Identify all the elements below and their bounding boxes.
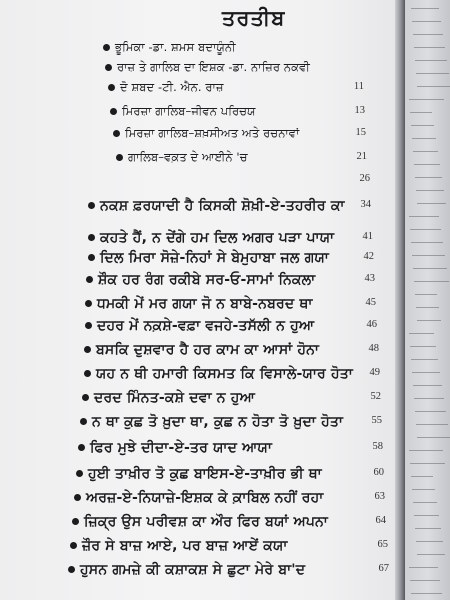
text-bleed-line xyxy=(416,73,449,74)
text-bleed-line xyxy=(417,554,445,555)
toc-entry xyxy=(0,230,373,252)
bullet-icon xyxy=(110,108,117,115)
toc-entry xyxy=(0,390,381,412)
adjacent-page xyxy=(405,0,450,600)
toc-page-number: 58 xyxy=(372,441,383,452)
toc-entry xyxy=(0,150,370,172)
text-bleed-line xyxy=(412,372,440,373)
toc-entry xyxy=(0,318,377,340)
toc-page-number: 52 xyxy=(370,391,381,402)
bullet-icon xyxy=(70,542,77,549)
bullet-icon xyxy=(80,418,87,425)
toc-page-number: 42 xyxy=(363,251,374,262)
toc-entry-title: ਦਿਲ ਮਿਰਾ ਸੋਜ਼ੇ-ਨਿਹਾਂ ਸੇ ਬੇਮੁਹਾਬਾ ਜਲ ਗਯਾ xyxy=(100,250,330,266)
text-bleed-line xyxy=(416,424,448,425)
toc-entry-title: ਜ਼ੌਰ ਸੇ ਬਾਜ਼ ਆਏ, ਪਰ ਬਾਜ਼ ਆਏਂ ਕਯਾ xyxy=(82,538,288,554)
text-bleed-line xyxy=(411,476,433,477)
toc-page-number: 34 xyxy=(360,199,371,210)
text-bleed-line xyxy=(411,242,443,243)
text-bleed-line xyxy=(409,567,438,568)
toc-page-number: 67 xyxy=(378,563,389,574)
toc-entry xyxy=(0,538,388,560)
toc-entry xyxy=(0,296,376,318)
text-bleed-line xyxy=(417,86,450,87)
text-bleed-line xyxy=(414,281,449,282)
text-bleed-line xyxy=(413,34,443,35)
bullet-icon xyxy=(105,64,112,71)
toc-entry xyxy=(0,40,370,62)
text-bleed-line xyxy=(414,515,439,516)
toc-entry-title: ਨ ਥਾ ਕੁਛ ਤੋ ਖ਼ੁਦਾ ਥਾ, ਕੁਛ ਨ ਹੋਤਾ ਤੋ ਖ਼ੁਦਾ ਹੋਤਾ xyxy=(92,414,344,430)
toc-entry xyxy=(0,342,379,364)
toc-entry xyxy=(0,490,385,512)
toc-entry-title: ਹੁਸਨ ਗਮਜ਼ੇ ਕੀ ਕਸ਼ਾਕਸ਼ ਸੇ ਛੁਟਾ ਮੇਰੇ ਬਾ'ਦ xyxy=(80,562,306,578)
toc-entry xyxy=(0,60,370,82)
toc-page-number: 41 xyxy=(362,231,373,242)
toc-page-number: 48 xyxy=(368,343,379,354)
book-binding xyxy=(395,0,405,600)
bullet-icon xyxy=(103,44,110,51)
text-bleed-line xyxy=(410,463,445,464)
toc-entry-title: ਭੂਮਿਕਾ -ਡਾ. ਸ਼ਮਸ ਬਦਾਯੂੰਨੀ xyxy=(115,40,236,54)
text-bleed-line xyxy=(410,580,440,581)
text-bleed-line xyxy=(414,164,440,165)
toc-entry-title: ਨਕਸ਼ ਫ਼ਰਯਾਦੀ ਹੈ ਕਿਸਕੀ ਸ਼ੋਖ਼ੀ-ਏ-ਤਹਰੀਰ ਕਾ xyxy=(100,198,345,214)
toc-entry-title: ਗਾਲਿਬ–ਵਕ਼ਤ ਦੇ ਆਈਨੇ 'ਚ xyxy=(128,150,248,164)
toc-entry-title: ਦਹਰ ਮੇਂ ਨਕ਼ਸ਼ੇ-ਵਫ਼ਾ ਵਜਹੇ-ਤਸੱਲੀ ਨ ਹੁਆ xyxy=(97,318,315,334)
text-bleed-line xyxy=(411,125,434,126)
bullet-icon xyxy=(88,234,95,241)
toc-entry-title: ਸ਼ੌਕ ਹਰ ਰੰਗ ਰਕੀਬੇ ਸਰ-ਓ-ਸਾਮਾਂ ਨਿਕਲਾ xyxy=(98,272,316,288)
toc-entry xyxy=(0,414,382,436)
bullet-icon xyxy=(78,444,85,451)
toc-entry-title: ਦਰਦ ਮਿੰਨਤ-ਕਸ਼ੇ ਦਵਾ ਨ ਹੁਆ xyxy=(94,390,256,406)
text-bleed-line xyxy=(417,437,450,438)
text-bleed-line xyxy=(411,359,438,360)
text-bleed-line xyxy=(415,177,442,178)
bullet-icon xyxy=(82,394,89,401)
text-bleed-line xyxy=(409,216,439,217)
bullet-icon xyxy=(85,322,92,329)
text-bleed-line xyxy=(413,385,442,386)
bullet-icon xyxy=(84,370,91,377)
toc-entry-title: ਯਹ ਨ ਥੀ ਹਮਾਰੀ ਕਿਸਮਤ ਕਿ ਵਿਸਾਲੇ-ਯਾਰ ਹੋਤਾ xyxy=(96,366,353,382)
toc-entry-title: ਧਮਕੀ ਮੇਂ ਮਰ ਗਯਾ ਜੋ ਨ ਬਾਬੇ-ਨਬਰਦ ਥਾ xyxy=(97,296,313,312)
toc-entry xyxy=(0,172,370,194)
text-bleed-line xyxy=(415,60,447,61)
text-bleed-line xyxy=(411,593,442,594)
toc-page-number: 21 xyxy=(356,151,367,162)
text-bleed-line xyxy=(416,541,443,542)
toc-entry xyxy=(0,104,370,126)
toc-entry-title: ਫਿਰ ਮੁਝੇ ਦੀਦਾ-ਏ-ਤਰ ਯਾਦ ਆਯਾ xyxy=(90,440,273,456)
text-bleed-line xyxy=(410,346,436,347)
text-bleed-line xyxy=(413,151,438,152)
toc-entry-title: ਰਾਜ਼ ਤੇ ਗਾਲਿਬ ਦਾ ਇਸ਼ਕ -ਡਾ. ਨਾਜ਼ਿਰ ਨਕਵੀ xyxy=(117,60,310,74)
text-bleed-line xyxy=(413,268,447,269)
toc-page-number: 55 xyxy=(371,415,382,426)
toc-entry xyxy=(0,440,383,462)
text-bleed-line xyxy=(409,99,444,100)
bullet-icon xyxy=(84,346,91,353)
bullet-icon xyxy=(86,276,93,283)
toc-entry xyxy=(0,272,375,294)
toc-entry xyxy=(0,366,380,388)
text-bleed-line xyxy=(414,47,445,48)
bullet-icon xyxy=(74,494,81,501)
bullet-icon xyxy=(108,84,115,91)
toc-entry-title: ਅਰਜ਼-ਏ-ਨਿਯਾਜ਼ੇ-ਇਸ਼ਕ ਕੇ ਕ਼ਾਬਿਲ ਨਹੀਂ ਰਹਾ xyxy=(86,490,324,506)
bullet-icon xyxy=(116,154,123,161)
toc-page-number: 13 xyxy=(354,105,365,116)
text-bleed-line xyxy=(412,255,445,256)
text-bleed-line xyxy=(415,294,437,295)
bullet-icon xyxy=(113,130,120,137)
toc-page-number: 60 xyxy=(373,467,384,478)
text-bleed-line xyxy=(409,333,434,334)
toc-entry xyxy=(0,80,370,102)
text-bleed-line xyxy=(413,502,437,503)
page-title: ਤਰਤੀਬ xyxy=(222,6,286,30)
text-bleed-line xyxy=(417,203,446,204)
text-bleed-line xyxy=(417,320,441,321)
text-bleed-line xyxy=(415,528,441,529)
toc-entry-title: ਹੁਈ ਤਾਖ਼ੀਰ ਤੋ ਕੁਛ ਬਾਇਸ-ਏ-ਤਾਖ਼ੀਰ ਭੀ ਥਾ xyxy=(88,466,322,482)
toc-page-number: 63 xyxy=(374,491,385,502)
text-bleed-line xyxy=(412,138,436,139)
text-bleed-line xyxy=(412,489,435,490)
toc-entry xyxy=(0,562,389,584)
text-bleed-line xyxy=(415,411,446,412)
text-bleed-line xyxy=(416,307,439,308)
text-bleed-line xyxy=(410,112,432,113)
text-bleed-line xyxy=(412,21,441,22)
toc-page-number: 64 xyxy=(375,515,386,526)
text-bleed-line xyxy=(410,229,441,230)
bullet-icon xyxy=(68,566,75,573)
toc-page-number: 11 xyxy=(353,81,364,92)
bullet-icon xyxy=(88,202,95,209)
toc-page-number: 45 xyxy=(365,297,376,308)
toc-entry xyxy=(0,126,370,148)
bullet-icon xyxy=(76,470,83,477)
toc-entry xyxy=(0,198,370,220)
bullet-icon xyxy=(88,254,95,261)
bullet-icon xyxy=(72,518,79,525)
toc-entry-title: ਕਹਤੇ ਹੈਂ, ਨ ਦੇਂਗੇ ਹਮ ਦਿਲ ਅਗਰ ਪੜਾ ਪਾਯਾ xyxy=(100,230,335,246)
text-bleed-line xyxy=(416,190,444,191)
toc-page-number: 46 xyxy=(366,319,377,330)
toc-page-number: 49 xyxy=(369,367,380,378)
text-bleed-line xyxy=(414,398,444,399)
toc-entry xyxy=(0,466,384,488)
toc-entry xyxy=(0,250,374,272)
toc-entry-title: ਮਿਰਜ਼ਾ ਗਾਲਿਬ–ਜੀਵਨ ਪਰਿਚਯ xyxy=(122,104,256,118)
toc-entry-title: ਬਸਕਿ ਦੁਸ਼ਵਾਰ ਹੈ ਹਰ ਕਾਮ ਕਾ ਆਸਾਂ ਹੋਨਾ xyxy=(96,342,320,358)
toc-entry-title: ਜ਼ਿਕ੍ਰ ਉਸ ਪਰੀਵਸ਼ ਕਾ ਔਰ ਫਿਰ ਬਯਾਂ ਅਪਨਾ xyxy=(84,514,329,530)
toc-page-number: 26 xyxy=(359,173,370,184)
toc-entry-title: ਮਿਰਜ਼ਾ ਗਾਲਿਬ–ਸ਼ਖ਼ਸੀਅਤ ਅਤੇ ਰਚਨਾਵਾਂ xyxy=(125,126,300,140)
text-bleed-line xyxy=(411,8,439,9)
toc-entry-title: ਦੋ ਸ਼ਬਦ -ਟੀ. ਐਨ. ਰਾਜ਼ xyxy=(120,80,224,94)
toc-entry xyxy=(0,514,386,536)
bullet-icon xyxy=(85,300,92,307)
toc-page-number: 15 xyxy=(355,127,366,138)
toc-page-number: 65 xyxy=(377,539,388,550)
toc-page-number: 43 xyxy=(364,273,375,284)
text-bleed-line xyxy=(409,450,443,451)
